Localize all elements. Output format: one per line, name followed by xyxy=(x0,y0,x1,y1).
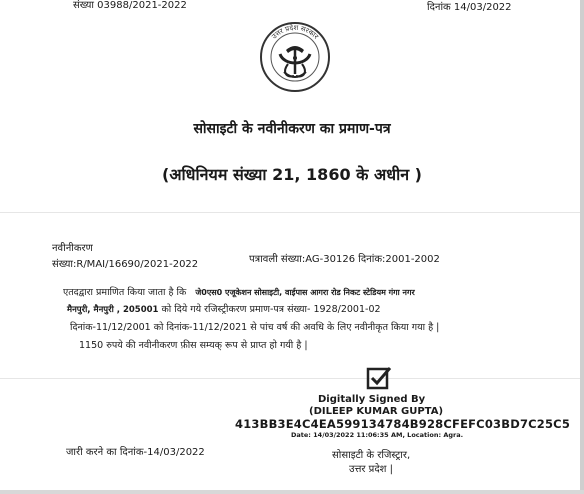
renewal-number: संख्या:R/MAI/16690/2021-2022 xyxy=(52,259,199,270)
registration-certificate-number: को दिये गये रजिस्ट्रीकरण प्रमाण-पत्र संख्या- 1928/2001-02 xyxy=(161,304,381,315)
svg-text:उत्तर प्रदेश सरकार xyxy=(270,23,320,41)
registrar-state: उत्तर प्रदेश | xyxy=(349,464,394,475)
file-number: पत्रावली संख्या:AG-30126 दिनांक:2001-2002 xyxy=(249,254,440,265)
checkmark-icon xyxy=(366,365,392,391)
body-line-3: दिनांक-11/12/2001 को दिनांक-11/12/2021 से पांच वर्ष की अवधि के लिए नवीनीकृत किया गया है | xyxy=(70,322,440,333)
signature-hash: 413BB3E4C4EA599134784B928CFEFC03BD7C25C5 xyxy=(235,417,571,431)
uttar-pradesh-emblem-icon xyxy=(258,20,332,94)
society-name: जे0एस0 एजूकेशन सोसाइटी, वाईपास आगरा रोड निकट स्टेडियम गंगा नगर xyxy=(195,288,415,297)
header-date: दिनांक 14/03/2022 xyxy=(427,2,512,13)
fold-line xyxy=(0,212,584,213)
body-line-1 xyxy=(63,285,415,298)
society-address: मैनपुरी, मैनपुरी , 205001 xyxy=(67,305,159,315)
signature-date-location: Date: 14/03/2022 11:06:35 AM, Location: Agra. xyxy=(291,431,464,439)
reference-number: संख्या 03988/2021-2022 xyxy=(73,0,187,11)
signer-name: (DILEEP KUMAR GUPTA) xyxy=(309,406,444,417)
digital-signature-label: Digitally Signed By xyxy=(318,394,426,405)
body-line-4: 1150 रुपये की नवीनीकरण फ़ीस सम्यक् रूप से प्राप्त हो गयी है | xyxy=(79,340,308,351)
certificate-subtitle: (अधिनियम संख्या 21, 1860 के अधीन ) xyxy=(162,165,422,184)
fold-line xyxy=(0,378,584,379)
registrar-title: सोसाइटी के रजिस्ट्रार, xyxy=(332,450,411,461)
emblem-text: उत्तर प्रदेश सरकार xyxy=(270,23,320,41)
certificate-title: सोसाइटी के नवीनीकरण का प्रमाण-पत्र xyxy=(193,121,391,137)
scan-edge xyxy=(580,0,584,494)
body-line-1-intro: एतदद्वारा प्रमाणित किया जाता है कि xyxy=(63,287,187,298)
scan-edge xyxy=(0,490,584,494)
body-line-2 xyxy=(67,302,381,315)
renewal-label: नवीनीकरण xyxy=(52,243,93,254)
issue-date: जारी करने का दिनांक-14/03/2022 xyxy=(66,447,205,458)
